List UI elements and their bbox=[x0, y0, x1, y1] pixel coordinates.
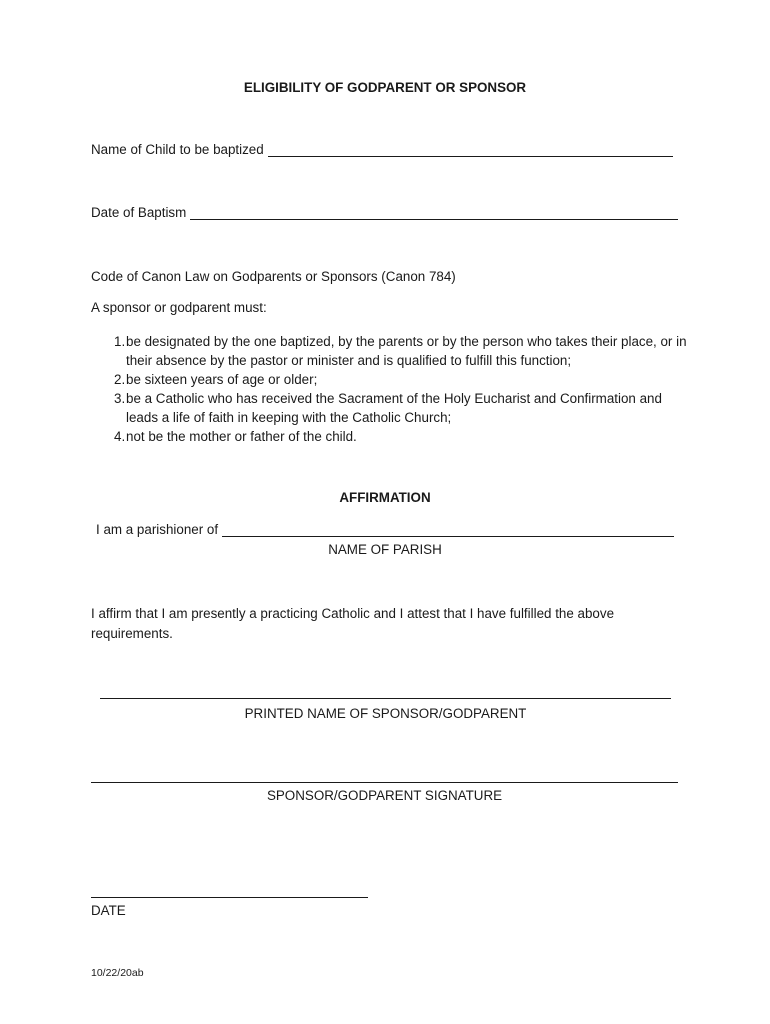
list-item bbox=[91, 389, 691, 427]
baptism-date-field[interactable] bbox=[190, 205, 678, 220]
parish-caption: NAME OF PARISH bbox=[328, 542, 442, 557]
list-item-text: not be the mother or father of the child. bbox=[126, 429, 357, 444]
parishioner-row bbox=[96, 522, 674, 537]
child-name-label: Name of Child to be baptized bbox=[91, 142, 264, 157]
list-item bbox=[91, 370, 691, 389]
list-item-number: 2. bbox=[114, 372, 126, 387]
list-item-text: be sixteen years of age or older; bbox=[126, 372, 318, 387]
signature-field[interactable] bbox=[91, 770, 678, 783]
printed-name-field[interactable] bbox=[100, 686, 671, 699]
footer-code: 10/22/20ab bbox=[91, 967, 144, 979]
affirm-statement: I affirm that I am presently a practicing Catholic and I attest that I have fulfilled the above requirements. bbox=[91, 606, 615, 641]
list-item-text: be a Catholic who has received the Sacrament of the Holy Eucharist and Confirmation and leads a life of faith in keeping with the Catholic Church; bbox=[126, 391, 662, 425]
canon-heading: Code of Canon Law on Godparents or Sponsors (Canon 784) bbox=[91, 269, 456, 284]
list-item-number: 3. bbox=[114, 391, 126, 406]
list-item bbox=[91, 427, 691, 446]
list-item-text: be designated by the one baptized, by the parents or by the person who takes their place, or in their absence by the pastor or minister and is qualified to fulfill this function; bbox=[126, 334, 687, 368]
list-item-number: 4. bbox=[114, 429, 126, 444]
signature-caption: SPONSOR/GODPARENT SIGNATURE bbox=[266, 788, 503, 803]
list-item-number: 1. bbox=[114, 334, 126, 349]
date-field[interactable] bbox=[91, 885, 368, 898]
requirements-intro: A sponsor or godparent must: bbox=[91, 300, 267, 315]
parish-name-field[interactable] bbox=[222, 522, 674, 537]
baptism-date-label: Date of Baptism bbox=[91, 205, 187, 220]
affirmation-heading: AFFIRMATION bbox=[339, 490, 431, 505]
baptism-date-row bbox=[91, 205, 678, 220]
form-title: ELIGIBILITY OF GODPARENT OR SPONSOR bbox=[243, 80, 527, 95]
date-caption: DATE bbox=[91, 903, 126, 918]
requirements-list bbox=[91, 332, 691, 446]
list-item bbox=[91, 332, 691, 370]
printed-name-caption: PRINTED NAME OF SPONSOR/GODPARENT bbox=[244, 706, 527, 721]
parishioner-label: I am a parishioner of bbox=[96, 522, 219, 537]
child-name-row bbox=[91, 142, 673, 157]
child-name-field[interactable] bbox=[268, 142, 673, 157]
